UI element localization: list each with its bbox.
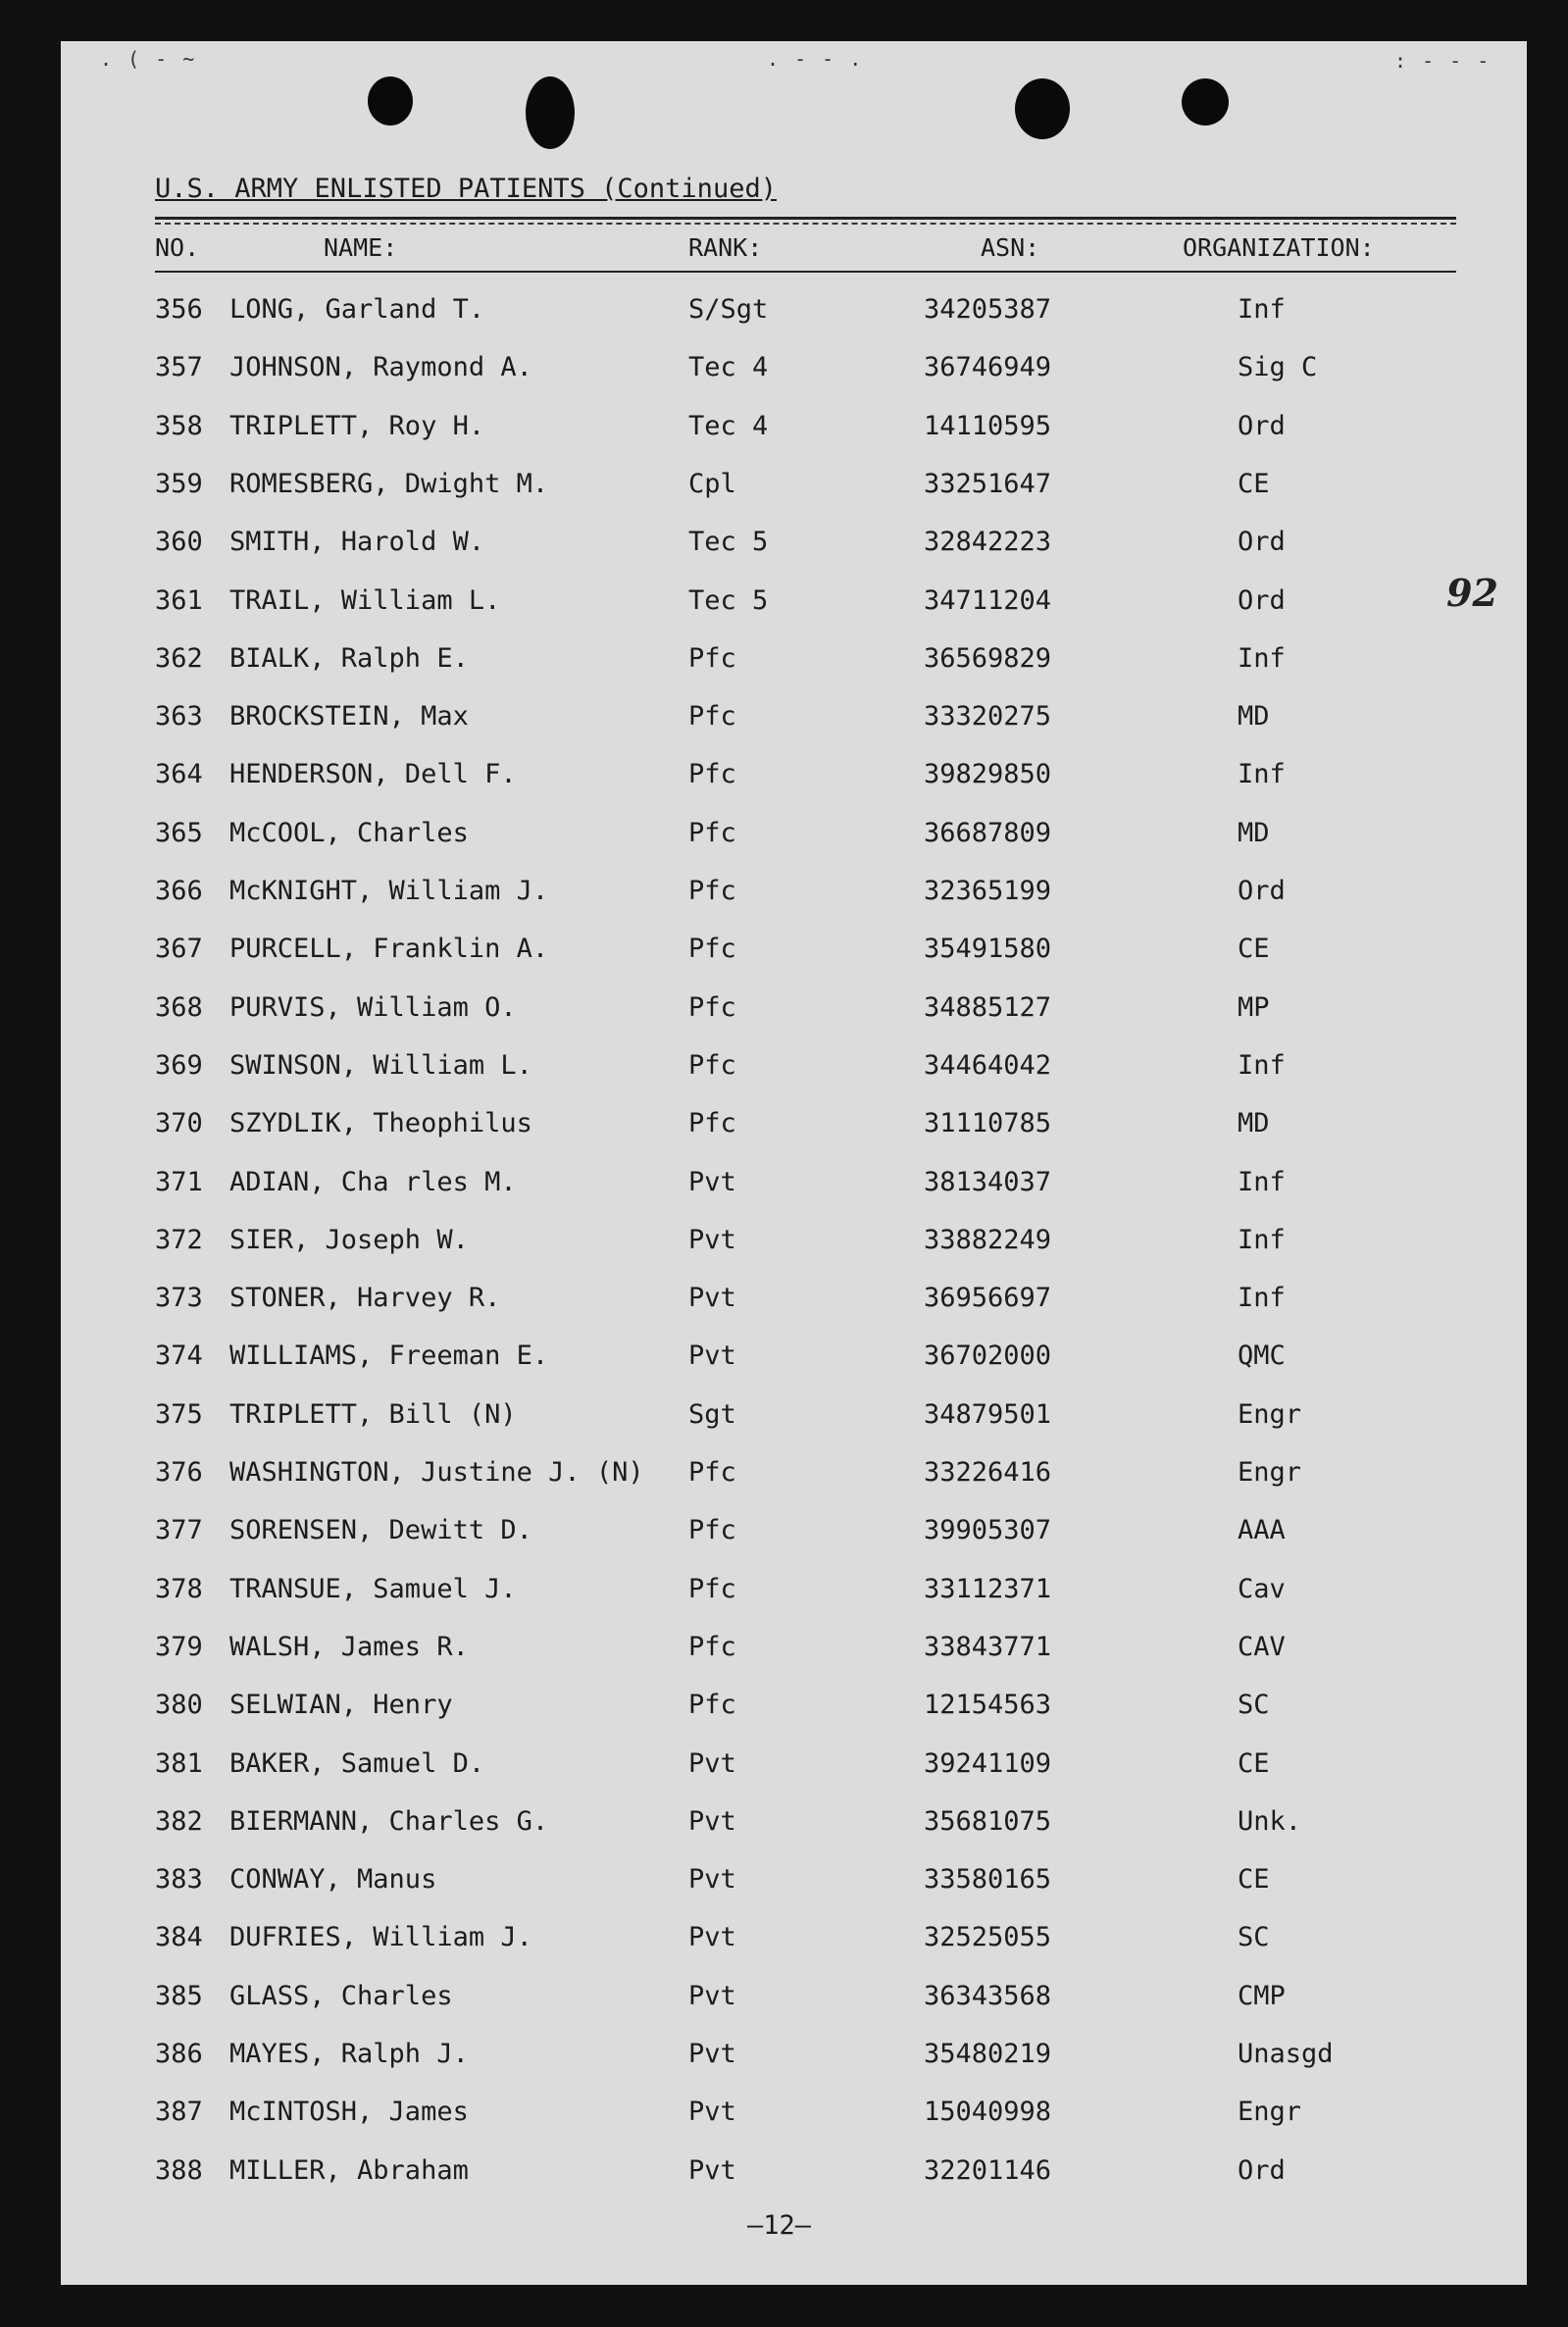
patient-organization: QMC <box>1238 1341 1286 1372</box>
row-number: 370 <box>155 1108 203 1139</box>
row-number: 385 <box>155 1980 203 2011</box>
patient-organization: SC <box>1238 1690 1270 1721</box>
patient-rank: Pfc <box>688 642 736 674</box>
patient-asn: 12154563 <box>924 1690 1052 1721</box>
row-number: 368 <box>155 991 203 1023</box>
row-number: 378 <box>155 1573 203 1604</box>
patient-name: SIER, Joseph W. <box>229 1224 469 1255</box>
table-row <box>61 934 1527 973</box>
patient-rank: Pvt <box>688 1166 736 1197</box>
table-row <box>61 1457 1527 1496</box>
patient-asn: 32365199 <box>924 876 1052 906</box>
patient-organization: Ord <box>1238 527 1286 558</box>
table-row <box>61 585 1527 625</box>
row-number: 363 <box>155 701 203 733</box>
row-number: 379 <box>155 1631 203 1662</box>
patient-asn: 33843771 <box>924 1631 1052 1662</box>
patient-organization: Engr <box>1238 2097 1302 2128</box>
row-number: 365 <box>155 817 203 848</box>
patient-organization: CAV <box>1238 1631 1286 1662</box>
row-number: 361 <box>155 584 203 616</box>
patient-name: ROMESBERG, Dwight M. <box>229 468 549 499</box>
row-number: 358 <box>155 410 203 441</box>
row-number: 382 <box>155 1805 203 1837</box>
handwritten-page-number: 92 <box>1446 571 1498 615</box>
paper-mark: . ( - ~ <box>100 47 197 71</box>
patient-organization: Inf <box>1238 1166 1286 1197</box>
patient-asn: 32842223 <box>924 527 1052 558</box>
table-row <box>61 294 1527 333</box>
row-number: 366 <box>155 876 203 906</box>
punch-hole <box>368 76 413 126</box>
patient-rank: Tec 4 <box>688 410 769 441</box>
page-number: —12— <box>747 2210 812 2241</box>
patient-name: GLASS, Charles <box>229 1980 453 2011</box>
patient-rank: Pfc <box>688 1573 736 1604</box>
row-number: 384 <box>155 1922 203 1953</box>
patient-organization: Inf <box>1238 1283 1286 1314</box>
patient-rank: Pvt <box>688 1283 736 1314</box>
patient-rank: Pfc <box>688 817 736 848</box>
patient-name: McKNIGHT, William J. <box>229 876 549 906</box>
patient-rank: Pfc <box>688 1049 736 1081</box>
patient-organization: Inf <box>1238 1224 1286 1255</box>
patient-rank: Tec 5 <box>688 584 769 616</box>
row-number: 386 <box>155 2039 203 2069</box>
row-number: 376 <box>155 1457 203 1488</box>
patient-organization: CE <box>1238 468 1270 499</box>
patient-name: McINTOSH, James <box>229 2097 469 2128</box>
table-row <box>61 411 1527 450</box>
patient-name: JOHNSON, Raymond A. <box>229 352 532 383</box>
table-row <box>61 643 1527 683</box>
row-number: 380 <box>155 1690 203 1721</box>
patient-organization: CE <box>1238 934 1270 965</box>
table-row <box>61 876 1527 915</box>
row-number: 383 <box>155 1864 203 1896</box>
patient-rank: Pvt <box>688 2097 736 2128</box>
patient-asn: 34885127 <box>924 991 1052 1023</box>
patient-organization: Sig C <box>1238 352 1318 383</box>
patient-name: TRAIL, William L. <box>229 584 501 616</box>
table-row <box>61 1167 1527 1206</box>
column-header-rank: RANK: <box>688 233 763 262</box>
row-number: 388 <box>155 2154 203 2186</box>
patient-rank: Pfc <box>688 934 736 965</box>
patient-asn: 36343568 <box>924 1980 1052 2011</box>
table-row <box>61 1399 1527 1439</box>
patient-rank: Pvt <box>688 2154 736 2186</box>
patient-organization: MP <box>1238 991 1270 1023</box>
row-number: 374 <box>155 1341 203 1372</box>
table-row <box>61 2097 1527 2136</box>
header-rule-dashed <box>155 223 1456 225</box>
row-number: 364 <box>155 759 203 790</box>
table-row <box>61 818 1527 857</box>
patient-organization: Ord <box>1238 2154 1286 2186</box>
patient-asn: 33580165 <box>924 1864 1052 1896</box>
patient-rank: Cpl <box>688 468 736 499</box>
patient-name: TRANSUE, Samuel J. <box>229 1573 517 1604</box>
patient-name: PURVIS, William O. <box>229 991 517 1023</box>
patient-organization: AAA <box>1238 1515 1286 1546</box>
row-number: 359 <box>155 468 203 499</box>
patient-asn: 36702000 <box>924 1341 1052 1372</box>
patient-asn: 33251647 <box>924 468 1052 499</box>
row-number: 362 <box>155 642 203 674</box>
table-row <box>61 1515 1527 1554</box>
patient-organization: Unasgd <box>1238 2039 1334 2069</box>
patient-asn: 38134037 <box>924 1166 1052 1197</box>
patient-rank: Pfc <box>688 1515 736 1546</box>
patient-name: BROCKSTEIN, Max <box>229 701 469 733</box>
patient-organization: Engr <box>1238 1398 1302 1430</box>
table-row <box>61 701 1527 740</box>
patient-rank: S/Sgt <box>688 294 769 325</box>
patient-name: WASHINGTON, Justine J. (N) <box>229 1457 644 1488</box>
patient-asn: 34879501 <box>924 1398 1052 1430</box>
patient-organization: Cav <box>1238 1573 1286 1604</box>
patient-rank: Pvt <box>688 1341 736 1372</box>
column-header-organization: ORGANIZATION: <box>1183 233 1375 262</box>
patient-asn: 33882249 <box>924 1224 1052 1255</box>
patient-rank: Pfc <box>688 1457 736 1488</box>
table-row <box>61 1864 1527 1903</box>
patient-organization: MD <box>1238 1108 1270 1139</box>
patient-name: McCOOL, Charles <box>229 817 469 848</box>
patient-name: SMITH, Harold W. <box>229 527 485 558</box>
patient-name: TRIPLETT, Bill (N) <box>229 1398 517 1430</box>
patient-organization: CE <box>1238 1747 1270 1779</box>
patient-asn: 33112371 <box>924 1573 1052 1604</box>
patient-name: DUFRIES, William J. <box>229 1922 532 1953</box>
patient-rank: Pvt <box>688 1864 736 1896</box>
patient-asn: 15040998 <box>924 2097 1052 2128</box>
patient-rank: Sgt <box>688 1398 736 1430</box>
patient-organization: Inf <box>1238 642 1286 674</box>
patient-asn: 36956697 <box>924 1283 1052 1314</box>
patient-asn: 36569829 <box>924 642 1052 674</box>
table-row <box>61 1981 1527 2020</box>
patient-organization: SC <box>1238 1922 1270 1953</box>
patient-name: WALSH, James R. <box>229 1631 469 1662</box>
patient-name: TRIPLETT, Roy H. <box>229 410 485 441</box>
table-row <box>61 1690 1527 1729</box>
patient-organization: CMP <box>1238 1980 1286 2011</box>
table-row <box>61 759 1527 798</box>
patient-asn: 35491580 <box>924 934 1052 965</box>
table-row <box>61 1108 1527 1147</box>
patient-asn: 39905307 <box>924 1515 1052 1546</box>
patient-asn: 34711204 <box>924 584 1052 616</box>
patient-name: PURCELL, Franklin A. <box>229 934 549 965</box>
table-row <box>61 1283 1527 1322</box>
patient-name: SELWIAN, Henry <box>229 1690 453 1721</box>
table-row <box>61 2155 1527 2195</box>
patient-asn: 36746949 <box>924 352 1052 383</box>
row-number: 381 <box>155 1747 203 1779</box>
patient-organization: Ord <box>1238 584 1286 616</box>
patient-asn: 34464042 <box>924 1049 1052 1081</box>
patient-organization: MD <box>1238 701 1270 733</box>
table-row <box>61 992 1527 1032</box>
patient-name: SZYDLIK, Theophilus <box>229 1108 532 1139</box>
patient-rank: Pvt <box>688 1922 736 1953</box>
patient-rank: Pfc <box>688 991 736 1023</box>
patient-rank: Pfc <box>688 876 736 906</box>
patient-rank: Pfc <box>688 1108 736 1139</box>
table-row <box>61 1574 1527 1613</box>
patient-rank: Pvt <box>688 1805 736 1837</box>
table-row <box>61 1050 1527 1089</box>
row-number: 377 <box>155 1515 203 1546</box>
patient-rank: Pfc <box>688 1690 736 1721</box>
patient-asn: 33320275 <box>924 701 1052 733</box>
row-number: 375 <box>155 1398 203 1430</box>
patient-organization: Inf <box>1238 759 1286 790</box>
table-row <box>61 1225 1527 1264</box>
patient-asn: 31110785 <box>924 1108 1052 1139</box>
row-number: 369 <box>155 1049 203 1081</box>
patient-name: BAKER, Samuel D. <box>229 1747 485 1779</box>
patient-name: BIALK, Ralph E. <box>229 642 469 674</box>
patient-name: CONWAY, Manus <box>229 1864 437 1896</box>
patient-organization: CE <box>1238 1864 1270 1896</box>
column-header-no: NO. <box>155 233 200 262</box>
patient-name: ADIAN, Cha rles M. <box>229 1166 517 1197</box>
patient-name: HENDERSON, Dell F. <box>229 759 517 790</box>
patient-organization: Inf <box>1238 1049 1286 1081</box>
punch-hole <box>1182 78 1229 126</box>
patient-organization: Inf <box>1238 294 1286 325</box>
patient-rank: Pvt <box>688 1980 736 2011</box>
table-row <box>61 1341 1527 1380</box>
patient-asn: 33226416 <box>924 1457 1052 1488</box>
patient-name: SORENSEN, Dewitt D. <box>229 1515 532 1546</box>
column-header-asn: ASN: <box>981 233 1040 262</box>
patient-name: MAYES, Ralph J. <box>229 2039 469 2069</box>
patient-asn: 35681075 <box>924 1805 1052 1837</box>
table-row <box>61 1748 1527 1788</box>
patient-rank: Pfc <box>688 701 736 733</box>
patient-name: LONG, Garland T. <box>229 294 485 325</box>
table-row <box>61 1806 1527 1846</box>
patient-name: WILLIAMS, Freeman E. <box>229 1341 549 1372</box>
patient-rank: Pvt <box>688 1747 736 1779</box>
paper-mark: . - - . <box>767 47 864 71</box>
patient-organization: Ord <box>1238 410 1286 441</box>
patient-asn: 32201146 <box>924 2154 1052 2186</box>
patient-asn: 36687809 <box>924 817 1052 848</box>
patient-asn: 35480219 <box>924 2039 1052 2069</box>
row-number: 367 <box>155 934 203 965</box>
patient-rank: Tec 4 <box>688 352 769 383</box>
table-row <box>61 2039 1527 2078</box>
column-header-name: NAME: <box>324 233 398 262</box>
patient-organization: Unk. <box>1238 1805 1302 1837</box>
row-number: 373 <box>155 1283 203 1314</box>
punch-hole <box>1015 78 1070 139</box>
document-title: U.S. ARMY ENLISTED PATIENTS (Continued) <box>155 174 777 204</box>
table-row <box>61 1632 1527 1671</box>
patient-name: MILLER, Abraham <box>229 2154 469 2186</box>
table-row <box>61 527 1527 566</box>
row-number: 356 <box>155 294 203 325</box>
row-number: 357 <box>155 352 203 383</box>
row-number: 371 <box>155 1166 203 1197</box>
paper-mark: : - - - <box>1394 49 1492 73</box>
patient-name: SWINSON, William L. <box>229 1049 532 1081</box>
table-row <box>61 1922 1527 1961</box>
patient-name: STONER, Harvey R. <box>229 1283 501 1314</box>
patient-name: BIERMANN, Charles G. <box>229 1805 549 1837</box>
patient-organization: Ord <box>1238 876 1286 906</box>
patient-organization: MD <box>1238 817 1270 848</box>
patient-rank: Tec 5 <box>688 527 769 558</box>
table-row <box>61 352 1527 391</box>
patient-rank: Pvt <box>688 2039 736 2069</box>
row-number: 360 <box>155 527 203 558</box>
patient-asn: 39829850 <box>924 759 1052 790</box>
patient-organization: Engr <box>1238 1457 1302 1488</box>
punch-hole <box>526 76 575 149</box>
patient-rank: Pfc <box>688 759 736 790</box>
patient-rank: Pvt <box>688 1224 736 1255</box>
document-page <box>61 41 1527 2285</box>
row-number: 387 <box>155 2097 203 2128</box>
patient-asn: 39241109 <box>924 1747 1052 1779</box>
patient-asn: 32525055 <box>924 1922 1052 1953</box>
patient-rank: Pfc <box>688 1631 736 1662</box>
patient-asn: 14110595 <box>924 410 1052 441</box>
header-rule <box>155 217 1456 220</box>
table-row <box>61 469 1527 508</box>
column-header-underline <box>155 271 1456 273</box>
row-number: 372 <box>155 1224 203 1255</box>
patient-asn: 34205387 <box>924 294 1052 325</box>
